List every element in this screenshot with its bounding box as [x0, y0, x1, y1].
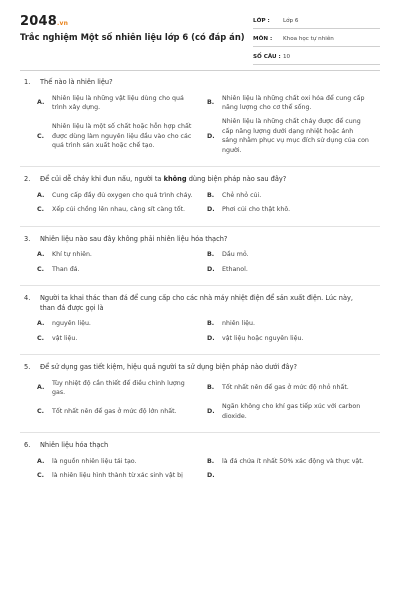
meta-key: MÔN : [253, 36, 273, 42]
option-text: Xếp củi chồng lên nhau, càng sít càng tốt. [52, 206, 186, 214]
option-c[interactable] [37, 334, 207, 343]
option-d[interactable] [207, 402, 377, 421]
option-d[interactable] [207, 334, 377, 343]
option-a[interactable] [37, 94, 207, 113]
logo-suffix: .vn [56, 20, 69, 27]
question-text: Người ta khai thác than đá để cung cấp cho các nhà máy nhiệt điện để sản xuất điện. Lúc này, than đá được gọi là [40, 294, 353, 312]
option-letter: C. [37, 472, 45, 480]
logo-main: 2048 [20, 14, 57, 29]
option-text: Tốt nhất nên để gas ở mức độ lớn nhất. [52, 408, 177, 416]
option-text: Cung cấp đầy đủ oxygen cho quá trình cháy. [52, 191, 193, 199]
question-number: 3. [24, 234, 31, 243]
meta-value: 10 [283, 54, 291, 60]
option-letter: C. [37, 265, 45, 273]
question-text: Để sử dụng gas tiết kiệm, hiệu quả người ta sử dụng biện pháp nào dưới đây? [40, 362, 297, 371]
emphasis-text: không [163, 175, 187, 184]
question-number: 1. [24, 78, 31, 86]
question-line [20, 441, 380, 451]
question-number: 5. [24, 362, 31, 371]
question-number: 6. [24, 441, 31, 450]
option-letter: C. [37, 408, 45, 416]
option-b[interactable] [207, 191, 377, 200]
question-item [0, 175, 400, 219]
option-text: Ngăn không cho khí gas tiếp xúc với carbon dioxide. [222, 403, 361, 420]
question-divider [20, 354, 380, 355]
question-number: 2. [24, 175, 31, 184]
option-c[interactable] [37, 205, 207, 214]
option-list [20, 250, 380, 279]
question-text: Nhiên liệu hóa thạch [40, 441, 109, 450]
option-list [20, 319, 380, 348]
site-logo[interactable] [20, 14, 68, 29]
header-divider [20, 70, 380, 71]
option-c[interactable] [37, 471, 207, 480]
option-letter: D. [207, 334, 215, 342]
option-b[interactable] [207, 250, 377, 259]
question-line [20, 78, 380, 88]
question-divider [20, 285, 380, 286]
question-item [0, 441, 400, 485]
option-text: Nhiên liệu là những chất oxi hóa để cung cấp năng lượng cho cơ thể sống. [222, 94, 365, 111]
option-letter: B. [207, 457, 215, 465]
question-line [20, 294, 380, 313]
meta-row-subject [253, 32, 380, 47]
option-text: Khí tự nhiên. [52, 251, 92, 259]
option-letter: C. [37, 132, 45, 140]
option-text: nhiên liệu. [222, 320, 255, 328]
option-d[interactable] [207, 117, 377, 155]
option-letter: D. [207, 132, 215, 140]
question-divider [20, 226, 380, 227]
question-list [0, 78, 400, 486]
option-list [20, 379, 380, 427]
option-b[interactable] [207, 379, 377, 398]
option-a[interactable] [37, 319, 207, 328]
option-letter: B. [207, 251, 215, 259]
option-text: Than đá. [52, 265, 80, 273]
option-letter: D. [207, 408, 215, 416]
option-text: vật liệu. [52, 334, 78, 342]
option-letter: A. [37, 320, 45, 328]
option-letter: A. [37, 191, 45, 199]
option-b[interactable] [207, 319, 377, 328]
option-letter: B. [207, 191, 215, 199]
option-letter: C. [37, 334, 45, 342]
option-letter: A. [37, 99, 45, 107]
question-line [20, 175, 380, 185]
option-letter: B. [207, 384, 215, 392]
option-text: Nhiên liệu là những vật liệu dùng cho quá trình xây dựng. [52, 94, 184, 111]
option-text: là nhiên liệu hình thành từ xác sinh vật bị [52, 472, 183, 480]
option-text: nguyên liệu. [52, 320, 91, 328]
question-divider [20, 432, 380, 433]
meta-key: SỐ CÂU : [253, 54, 281, 60]
option-letter: A. [37, 457, 45, 465]
page-title: Trắc nghiệm Một số nhiên liệu lớp 6 (có đáp án) [20, 32, 245, 42]
meta-table [253, 14, 380, 68]
option-text: Ethanol. [222, 265, 248, 273]
option-text: Tùy nhiệt độ cần thiết để điều chỉnh lượng gas. [52, 379, 185, 396]
option-letter: D. [207, 206, 215, 214]
option-letter: C. [37, 206, 45, 214]
option-c[interactable] [37, 402, 207, 421]
option-a[interactable] [37, 250, 207, 259]
header [0, 0, 400, 66]
question-text: Thế nào là nhiên liệu? [40, 78, 113, 86]
question-line [20, 363, 380, 373]
question-item [0, 294, 400, 348]
question-number: 4. [24, 294, 31, 303]
option-text: Phơi củi cho thật khô. [222, 206, 291, 214]
option-b[interactable] [207, 94, 377, 113]
option-text: Nhiên liệu là những chất cháy được để cung cấp năng lượng dưới dạng nhiệt hoặc ánh sáng nhằm phục vụ mục đích sử dụng của con người. [222, 118, 369, 154]
meta-row-count [253, 50, 380, 65]
option-text: Dầu mỏ. [222, 251, 249, 259]
option-text: Tốt nhất nên để gas ở mức độ nhỏ nhất. [222, 384, 349, 392]
option-text: là đá chứa ít nhất 50% xác động và thực vật. [222, 457, 364, 465]
option-letter: D. [207, 472, 215, 480]
option-letter: B. [207, 320, 215, 328]
option-c[interactable] [37, 117, 207, 155]
option-letter: D. [207, 265, 215, 273]
question-divider [20, 166, 380, 167]
question-text: Nhiên liệu nào sau đây không phải nhiên liệu hóa thạch? [40, 234, 228, 243]
option-letter: B. [207, 99, 215, 107]
option-text: Chẻ nhỏ củi. [222, 191, 262, 199]
question-line [20, 235, 380, 245]
option-list [20, 94, 380, 161]
question-item [0, 363, 400, 426]
meta-key: LỚP : [253, 18, 270, 24]
option-list [20, 457, 380, 486]
question-item [0, 235, 400, 279]
option-d[interactable] [207, 471, 377, 480]
option-text: là nguồn nhiên liệu tái tạo. [52, 457, 137, 465]
question-item [0, 78, 400, 160]
option-letter: A. [37, 251, 45, 259]
option-c[interactable] [37, 265, 207, 274]
option-list [20, 191, 380, 220]
option-d[interactable] [207, 205, 377, 214]
option-letter: A. [37, 384, 45, 392]
meta-row-class [253, 14, 380, 29]
option-a[interactable] [37, 191, 207, 200]
option-d[interactable] [207, 265, 377, 274]
option-a[interactable] [37, 457, 207, 466]
option-text: vật liệu hoặc nguyên liệu. [222, 334, 304, 342]
meta-value: Lớp 6 [283, 18, 299, 24]
option-text: Nhiên liệu là một số chất hoặc hỗn hợp chất được dùng làm nguyên liệu đầu vào cho các quá trình sản xuất hoặc chế tạo. [52, 123, 192, 150]
question-text: Để củi dễ cháy khi đun nấu, người ta không dùng biện pháp nào sau đây? [40, 175, 287, 184]
option-b[interactable] [207, 457, 377, 466]
option-a[interactable] [37, 379, 207, 398]
meta-value: Khoa học tự nhiên [283, 36, 334, 42]
